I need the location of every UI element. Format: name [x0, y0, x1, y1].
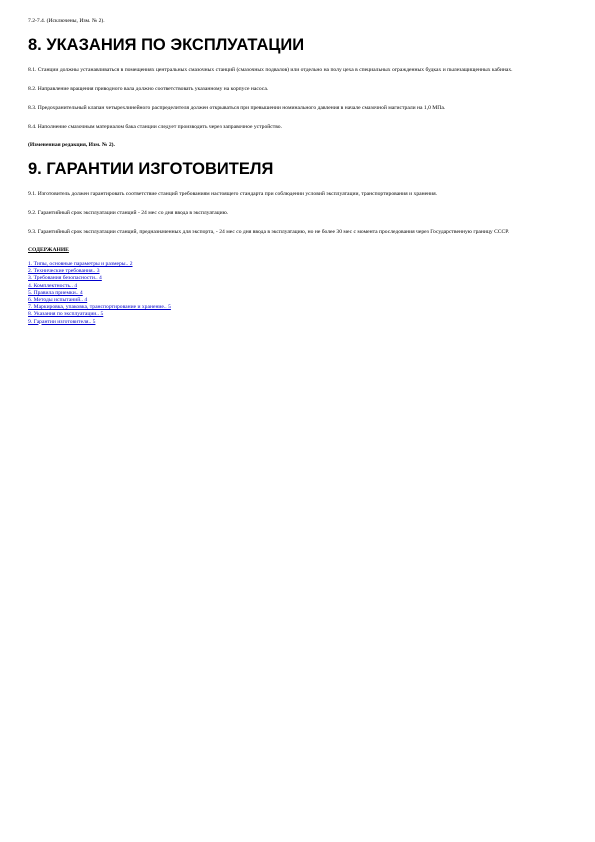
para-9-1: 9.1. Изготовитель должен гарантировать соответствие станций требованиям настоящего стандарта при соблюдении условий эксплуатации, транспортирования и хранения.: [28, 191, 438, 197]
toc-link-2[interactable]: 2. Технические требования.. 3: [28, 268, 100, 275]
toc-link-6[interactable]: 6. Методы испытаний.. 4: [28, 297, 88, 304]
top-note: 7.2-7.4. (Исключены, Изм. № 2).: [28, 18, 105, 24]
toc-link-9[interactable]: 9. Гарантии изготовителя.. 5: [28, 318, 96, 325]
para-8-4: 8.4. Наполнение смазочным материалом бака станции следует производить через заправочное устройство.: [28, 124, 282, 130]
toc-item[interactable]: [28, 304, 573, 311]
toc-item[interactable]: [28, 268, 573, 275]
toc-item[interactable]: [28, 275, 573, 282]
document-page: [28, 16, 573, 326]
toc-item[interactable]: [28, 297, 573, 304]
toc-item[interactable]: [28, 283, 573, 290]
para-8-3: 8.3. Предохранительный клапан четырехлинейного распределителя должен открываться при превышении номинального давления в начале смазочной магистрали на 1,0 МПа.: [28, 105, 446, 111]
toc-item[interactable]: [28, 319, 573, 326]
toc-link-7[interactable]: 7. Маркировка, упаковка, транспортирование и хранение.. 5: [28, 304, 171, 311]
section-9-title: 9. ГАРАНТИИ ИЗГОТОВИТЕЛЯ: [28, 160, 274, 178]
para-8-2: 8.2. Направление вращения приводного вала должно соответствовать указанному на корпусе насоса.: [28, 86, 269, 92]
amendment-note: (Измененная редакция, Изм. № 2).: [28, 142, 115, 148]
toc-link-3[interactable]: 3. Требования безопасности.. 4: [28, 275, 102, 282]
para-8-1: 8.1. Станции должны устанавливаться в помещениях центральных смазочных станций (смазочных подвалов) или отдельно на полу цеха в специальных огражденных будках и пылезащищенных кабинах.: [28, 67, 513, 73]
toc-item[interactable]: [28, 311, 573, 318]
toc-item[interactable]: [28, 290, 573, 297]
section-8-title: 8. УКАЗАНИЯ ПО ЭКСПЛУАТАЦИИ: [28, 36, 305, 54]
para-9-3: 9.3. Гарантийный срок эксплуатации станций, предназначенных для экспорта, - 24 мес со дня ввода в эксплуатацию, но не более 30 мес с момента проследования через Государственную границу СССР.: [28, 229, 510, 235]
toc-link-5[interactable]: 5. Правила приемки.. 4: [28, 289, 83, 296]
para-9-2: 9.2. Гарантийный срок эксплуатации станций - 24 мес со дня ввода в эксплуатацию.: [28, 210, 229, 216]
toc-link-4[interactable]: 4. Комплектность.. 4: [28, 282, 78, 289]
toc-link-8[interactable]: 8. Указания по эксплуатации.. 5: [28, 311, 104, 318]
toc-item[interactable]: [28, 261, 573, 268]
toc-title: СОДЕРЖАНИЕ: [28, 247, 69, 253]
toc-link-1[interactable]: 1. Типы, основные параметры и размеры.. 2: [28, 261, 133, 267]
toc-list: [28, 261, 573, 326]
